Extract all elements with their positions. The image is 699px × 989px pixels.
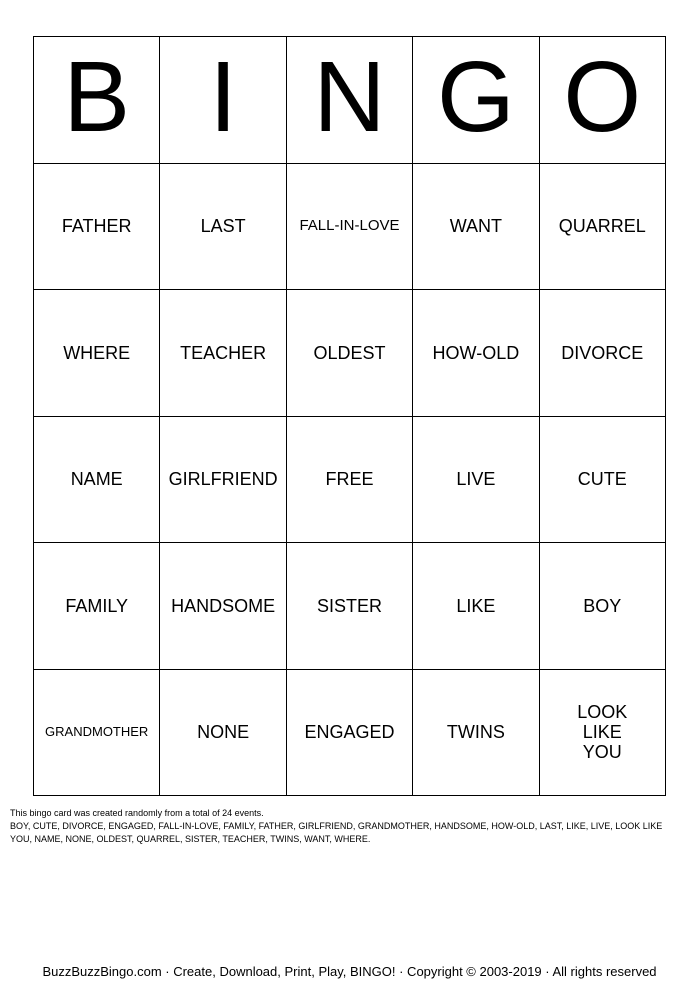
bingo-cell: HOW-OLD [413, 290, 539, 417]
footer-copyright: BuzzBuzzBingo.com · Create, Download, Print, Play, BINGO! · Copyright © 2003-2019 · All rights reserved [42, 964, 657, 979]
header-letter-o: O [540, 37, 666, 164]
bingo-cell: SISTER [287, 543, 413, 670]
bingo-cell: GRANDMOTHER [34, 670, 160, 797]
info-total-events: This bingo card was created randomly from a total of 24 events. [10, 808, 264, 818]
bingo-cell: FALL-IN-LOVE [287, 164, 413, 291]
bingo-cell: LAST [160, 164, 286, 291]
header-letter-n: N [287, 37, 413, 164]
bingo-cell: NONE [160, 670, 286, 797]
bingo-cell: CUTE [540, 417, 666, 544]
bingo-cell: WHERE [34, 290, 160, 417]
bingo-cell: OLDEST [287, 290, 413, 417]
bingo-cell: NAME [34, 417, 160, 544]
header-letter-g: G [413, 37, 539, 164]
header-letter-i: I [160, 37, 286, 164]
bingo-cell: GIRLFRIEND [160, 417, 286, 544]
bingo-cell: HANDSOME [160, 543, 286, 670]
bingo-cell: LOOK LIKE YOU [540, 670, 666, 797]
card-info [10, 807, 685, 846]
bingo-cell: FATHER [34, 164, 160, 291]
bingo-cell: ENGAGED [287, 670, 413, 797]
info-event-list: BOY, CUTE, DIVORCE, ENGAGED, FALL-IN-LOVE, FAMILY, FATHER, GIRLFRIEND, GRANDMOTHER, HANDSOME, HOW-OLD, LAST, LIKE, LIVE, LOOK LIKE YOU, NAME, NONE, OLDEST, QUARREL, SISTER, TEACHER, TWINS, WANT, WHERE. [10, 821, 663, 844]
bingo-cell: LIKE [413, 543, 539, 670]
bingo-cell: LIVE [413, 417, 539, 544]
bingo-cell: TWINS [413, 670, 539, 797]
bingo-cell: WANT [413, 164, 539, 291]
bingo-card [33, 36, 666, 796]
bingo-cell: TEACHER [160, 290, 286, 417]
header-letter-b: B [34, 37, 160, 164]
bingo-cell: QUARREL [540, 164, 666, 291]
bingo-cell: DIVORCE [540, 290, 666, 417]
bingo-cell: FREE [287, 417, 413, 544]
bingo-cell: BOY [540, 543, 666, 670]
bingo-cell: FAMILY [34, 543, 160, 670]
